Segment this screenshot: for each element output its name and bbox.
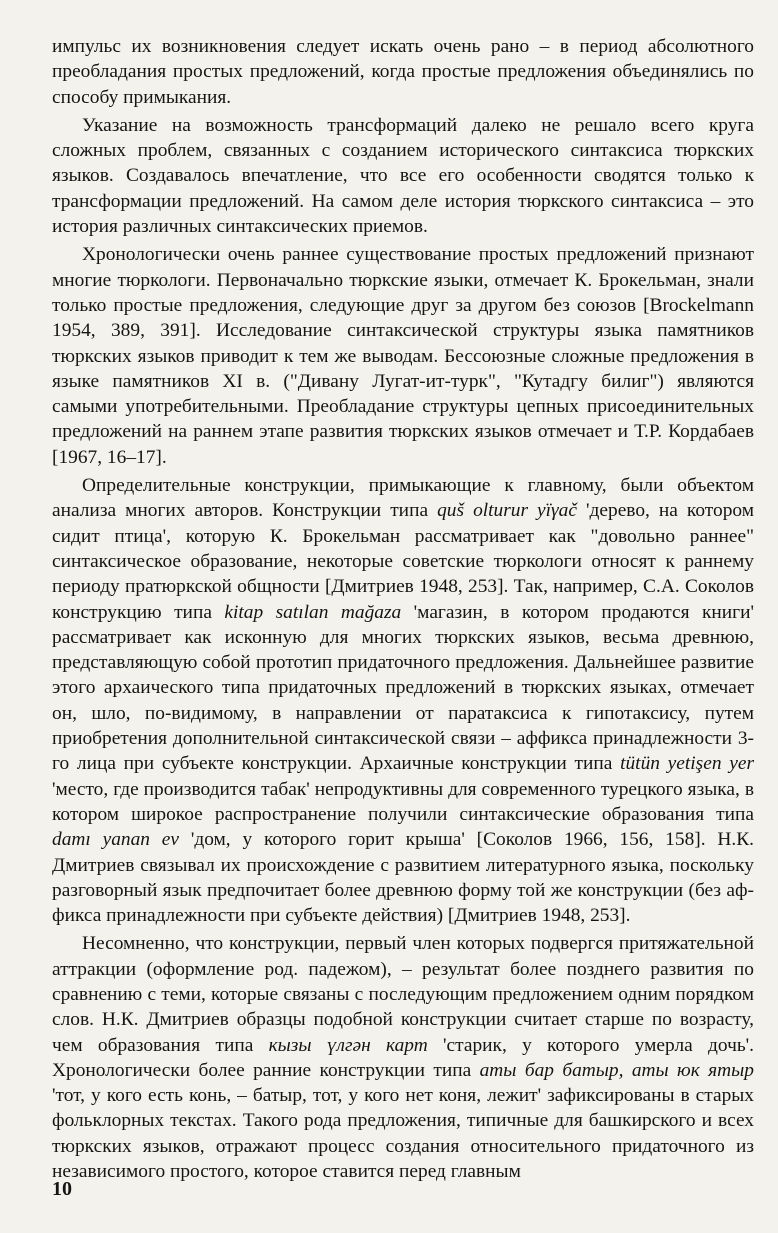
example-phrase: kitap satılan mağaza (224, 601, 402, 623)
example-phrase: damı yanan ev (52, 829, 180, 851)
text-run: 'дерево, на котором сидит птица', которую К. Брокельман рассматривает как "довольно раннее" синтаксическое образование, некоторые советские тюркологи относят к раннему периоду пратюркской общности [Дмитриев 1948, 253]. Так, например, С.А. Соколов конструкцию типа (52, 500, 754, 623)
example-phrase: аты бар батыр, аты юк ятыр (479, 1059, 754, 1081)
example-phrase: tütün yetişen yer (620, 753, 754, 775)
text-run: 'тот, у кого есть конь, – батыр, тот, у кого нет коня, лежит' зафиксированы в старых фольклорных текстах. Такого рода предложения, типичные для башкирского и всех тюркских языков, отражают процесс создания относительного придаточного из независимого простого, которое ставится перед главным (52, 1085, 754, 1183)
paragraph (52, 113, 754, 239)
example-phrase: кызы үлгән карт (268, 1034, 428, 1056)
text-run: 'место, где производится табак' непродуктивны для современного турецкого языка, в котором широкое распространение получили синтаксические образования типа (52, 778, 754, 825)
body-text (52, 34, 754, 1184)
paragraph (52, 34, 754, 110)
text-run: Определительные конструкции, примыкающие к главному, были объектом анализа многих авторов. Конструкции типа (52, 475, 754, 522)
paragraph (52, 931, 754, 1184)
text-run: Указание на возможность трансформаций далеко не решало всего круга сложных проблем, связанных с созданием исторического синтаксиса тюркских языков. Создавалось впечатление, что все его особенности сводятся только к трансформации предложений. На самом деле история тюркского синтаксиса – это история различных синтаксических приемов. (52, 114, 754, 238)
text-run: Несомненно, что конструкции, первый член которых подвергся притяжательной аттракции (оформление род. падежом), – результат более позднего развития по сравнению с теми, которые связаны с последующим предложением одним порядком слов. Н.К. Дмитриев образцы подобной конструкции считает старше по возрасту, чем образования типа (52, 933, 754, 1056)
text-run: 'старик, у которого умерла дочь'. Хронологически более ранние конструкции типа (52, 1034, 755, 1081)
paragraph (52, 242, 754, 470)
text-run: импульс их возникновения следует искать очень рано – в период абсолютного преобладания простых предложений, когда простые предложения объединялись по способу примыкания. (52, 36, 754, 108)
page-number: 10 (52, 1178, 72, 1200)
text-run: Хронологически очень раннее существование простых предложений признают многие тюркологи. Первоначально тюркские языки, отмечает К. Брокельман, знали только простые предложения, следующие друг за другом без союзов [Brockelmann 1954, 389, 391]. Исследование синтаксической структуры языка памятников тюркских языков приводит к тем же выводам. Бессоюзные сложные предложения в языке памятников XI в. ("Дивану Лугат-ит-турк", "Кутадгу билиг") являются самыми употребительными. Преобладание структуры цепных присоединительных предложений на раннем этапе развития тюркских языков отмечает и Т.Р. Кордабаев [1967, 16–17]. (52, 244, 754, 468)
text-run: 'дом, у которого горит крыша' [Соколов 1966, 156, 158]. Н.К. Дмитриев связывал их происхождение с развитием литературного языка, поскольку разговорный язык предпочитает более древнюю форму той же конструкции (без аффикса принадлежности при субъекте действия) [Дмитриев 1948, 253]. (52, 829, 755, 927)
text-run: 'магазин, в котором продаются книги' рассматривает как исконную для многих тюркских языков, весьма древнюю, представляющую собой прототип придаточного предложения. Дальнейшее развитие этого архаического типа придаточных предложений в тюркских языках, отмечает он, шло, по-видимому, в направлении от паратаксиса к гипотаксису, путем приобретения дополнительной синтаксической связи – аффикса принадлежности 3-го лица при субъекте конструкции. Архаичные конструкции типа (52, 601, 754, 775)
example-phrase: quš olturur yïγač (437, 500, 577, 522)
paragraph (52, 473, 754, 928)
